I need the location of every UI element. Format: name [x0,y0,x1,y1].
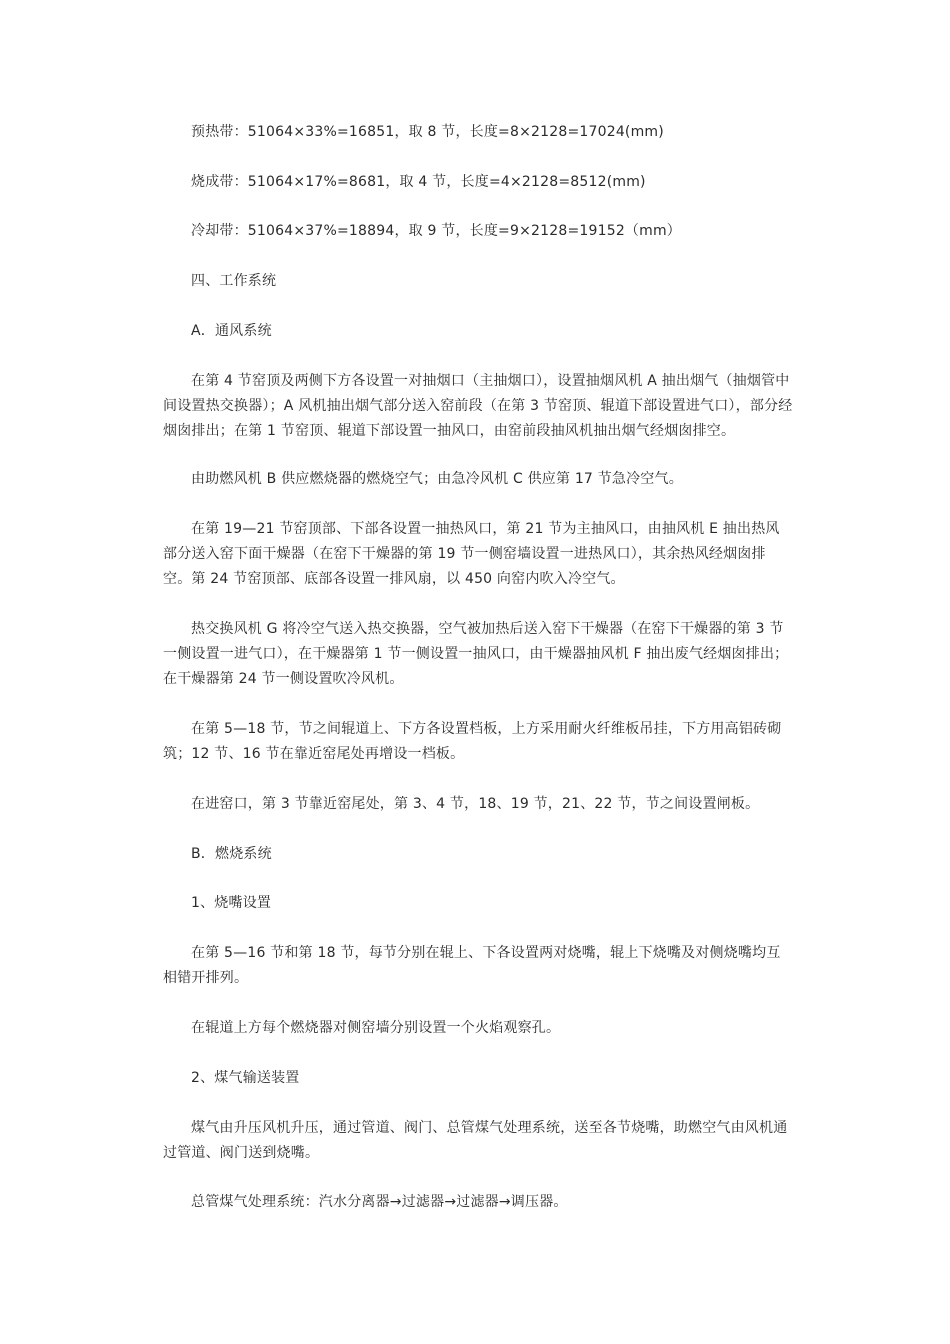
paragraph-gas-treatment: 总管煤气处理系统：汽水分离器→过滤器→过滤器→调压器。 [191,1194,568,1210]
paragraph-hot-air-extraction: 在第 19—21 节窑顶部、下部各设置一抽热风口，第 21 节为主抽风口，由抽风机 E 抽出热风部分送入窑下面干燥器（在窑下干燥器的第 19 节一侧窑墙设置一进热风口），其余热风经烟囱排空。第 24 节窑顶部、底部各设置一排风扇，以 450 向窑内吹入冷空气。 [163,521,780,587]
item-heading-gas-supply: 2、煤气输送装置 [191,1070,300,1086]
paragraph-ventilation-exhaust: 在第 4 节窑顶及两侧下方各设置一对抽烟口（主抽烟口），设置抽烟风机 A 抽出烟气（抽烟管中间设置热交换器）；A 风机抽出烟气部分送入窑前段（在第 3 节窑顶、辊道下部设置进气口），部分经烟囱排出；在第 1 节窑顶、辊道下部设置一抽风口，由窑前段抽风机抽出烟气经烟囱排空。 [163,373,793,439]
paragraph-gates: 在进窑口，第 3 节靠近窑尾处，第 3、4 节，18、19 节，21、22 节，节之间设置闸板。 [191,796,760,812]
document-page [163,0,793,1344]
subsection-heading-combustion: B．燃烧系统 [191,846,272,862]
paragraph-baffles: 在第 5—18 节，节之间辊道上、下方各设置档板，上方采用耐火纤维板吊挂，下方用高铝砖砌筑；12 节、16 节在靠近窑尾处再增设一档板。 [163,721,782,762]
paragraph-burner-layout: 在第 5—16 节和第 18 节，每节分别在辊上、下各设置两对烧嘴，辊上下烧嘴及对侧烧嘴均互相错开排列。 [163,945,781,986]
section-heading-work-system: 四、工作系统 [191,273,277,289]
item-heading-burner-setup: 1、烧嘴设置 [191,895,272,911]
subsection-heading-ventilation: A．通风系统 [191,323,272,339]
cooling-zone-line: 冷却带：51064×37%=18894，取 9 节，长度=9×2128=19152（mm） [191,223,681,239]
paragraph-observation-holes: 在辊道上方每个燃烧器对侧窑墙分别设置一个火焰观察孔。 [191,1020,561,1036]
firing-zone-line: 烧成带：51064×17%=8681，取 4 节，长度=4×2128=8512(mm) [191,174,646,190]
paragraph-heat-exchanger: 热交换风机 G 将冷空气送入热交换器，空气被加热后送入窑下干燥器（在窑下干燥器的第 3 节一侧设置一进气口），在干燥器第 1 节一侧设置一抽风口，由干燥器抽风机 F 抽出废气经烟囱排出；在干燥器第 24 节一侧设置吹冷风机。 [163,621,789,687]
paragraph-gas-delivery: 煤气由升压风机升压，通过管道、阀门、总管煤气处理系统，送至各节烧嘴，助燃空气由风机通过管道、阀门送到烧嘴。 [163,1120,788,1161]
preheat-zone-line: 预热带：51064×33%=16851，取 8 节，长度=8×2128=17024(mm) [191,124,664,140]
paragraph-combustion-air: 由助燃风机 B 供应燃烧器的燃烧空气；由急冷风机 C 供应第 17 节急冷空气。 [191,471,683,487]
